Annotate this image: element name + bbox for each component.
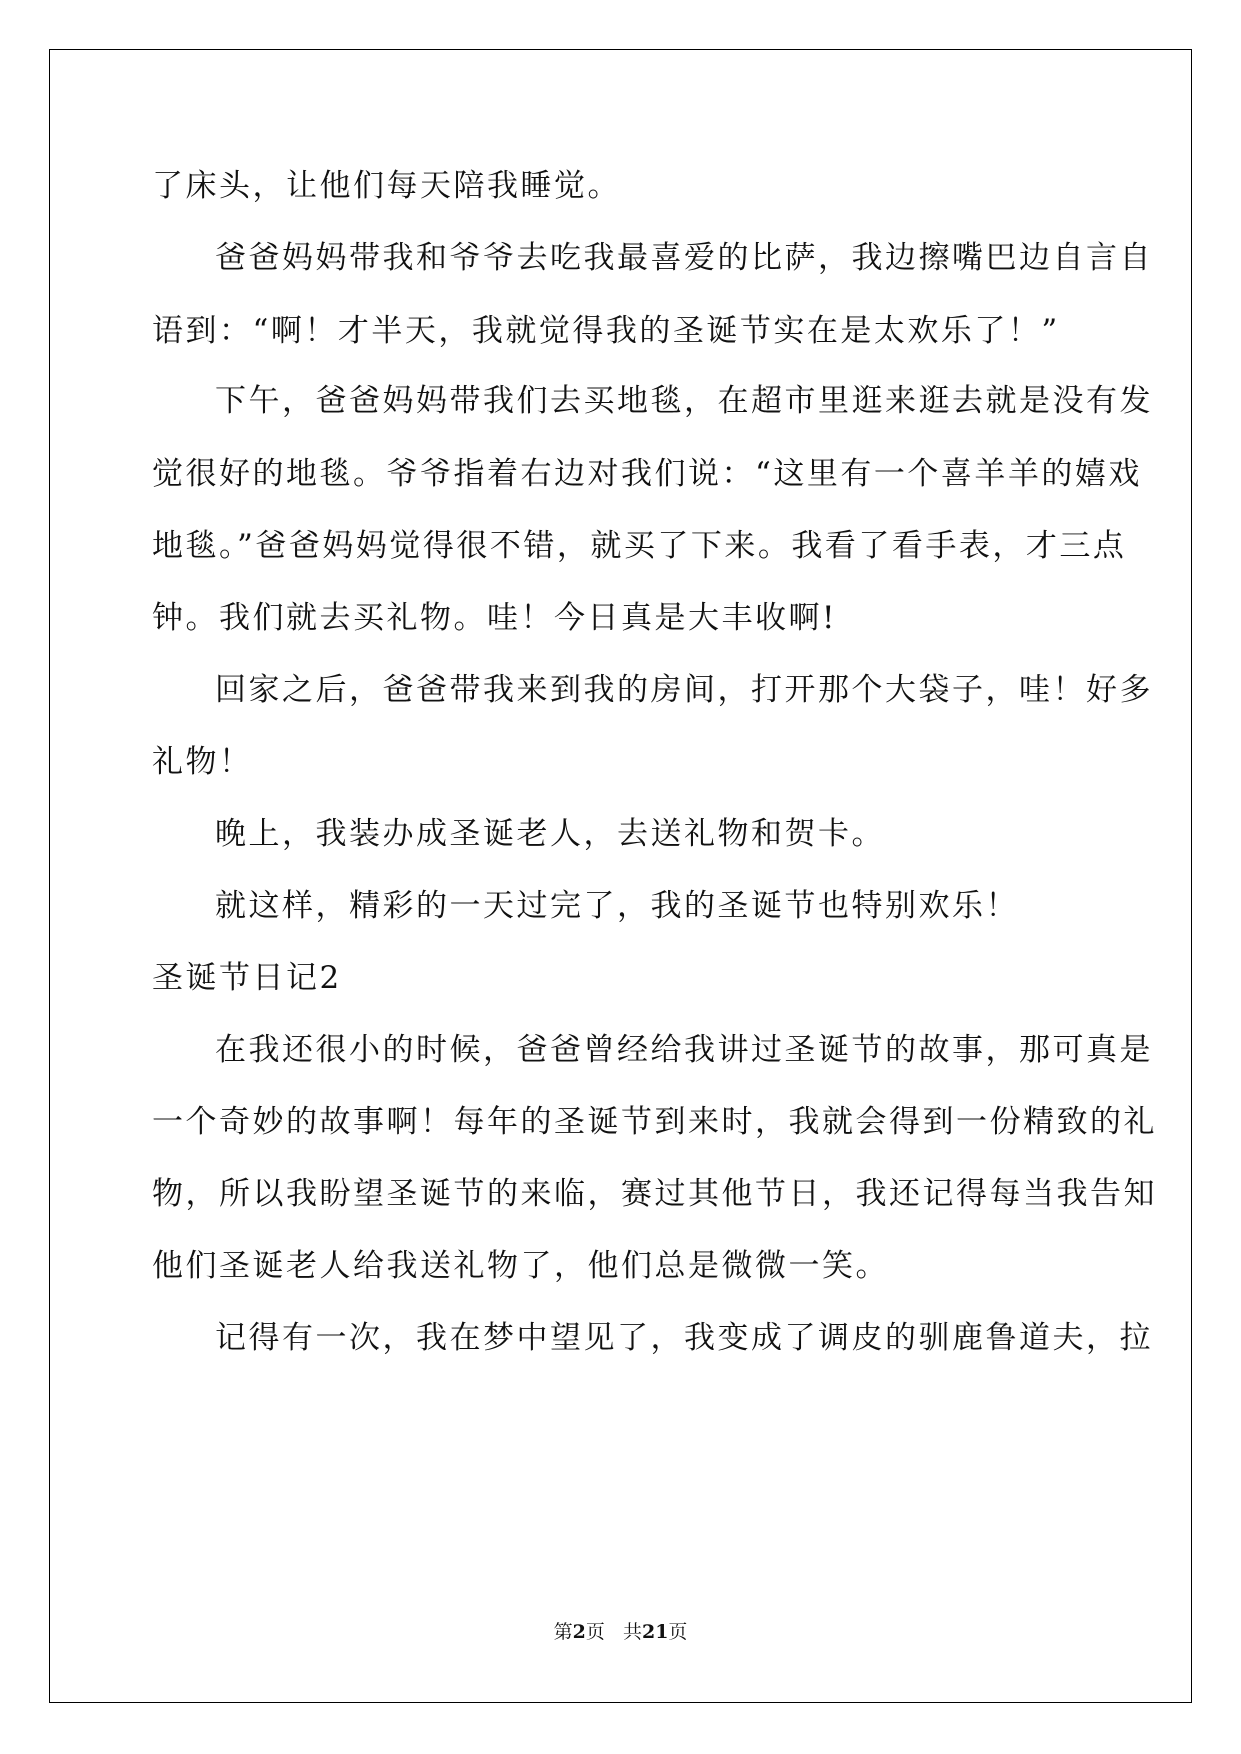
footer-prefix: 第: [553, 1621, 573, 1643]
text-line: 爸爸妈妈带我和爷爷去吃我最喜爱的比萨，我边擦嘴巴边自言自: [215, 240, 1153, 276]
text-line: 在我还很小的时候，爸爸曾经给我讲过圣诞节的故事，那可真是: [215, 1032, 1153, 1068]
text-line: 他们圣诞老人给我送礼物了，他们总是微微一笑。: [152, 1248, 889, 1284]
text-line: 了床头，让他们每天陪我睡觉。: [152, 168, 621, 204]
text-line: 一个奇妙的故事啊！每年的圣诞节到来时，我就会得到一份精致的礼: [152, 1104, 1157, 1140]
page-number: 2: [572, 1621, 586, 1643]
text-line: 就这样，精彩的一天过完了，我的圣诞节也特别欢乐！: [215, 888, 1019, 924]
page-footer: [0, 1617, 1241, 1644]
text-line: 礼物！: [152, 744, 253, 780]
section-heading: 圣诞节日记2: [152, 960, 342, 996]
footer-total-suffix: 页: [668, 1621, 688, 1643]
text-line: 回家之后，爸爸带我来到我的房间，打开那个大袋子，哇！好多: [215, 672, 1153, 708]
text-line: 晚上，我装办成圣诞老人，去送礼物和贺卡。: [215, 816, 885, 852]
total-pages: 21: [641, 1621, 669, 1643]
text-line: 地毯。”爸爸妈妈觉得很不错，就买了下来。我看了看手表，才三点: [152, 528, 1127, 564]
footer-total-prefix: 共: [622, 1621, 642, 1643]
text-line: 钟。我们就去买礼物。哇！今日真是大丰收啊!: [152, 600, 837, 636]
text-line: 觉很好的地毯。爷爷指着右边对我们说：“这里有一个喜羊羊的嬉戏: [152, 456, 1142, 492]
footer-page-suffix: 页: [585, 1621, 605, 1643]
page-border: [49, 49, 1192, 1703]
text-line: 语到：“啊！才半天，我就觉得我的圣诞节实在是太欢乐了！”: [152, 313, 1060, 349]
text-line: 物，所以我盼望圣诞节的来临，赛过其他节日，我还记得每当我告知: [152, 1176, 1157, 1212]
text-line: 下午，爸爸妈妈带我们去买地毯，在超市里逛来逛去就是没有发: [215, 383, 1153, 419]
text-line: 记得有一次，我在梦中望见了，我变成了调皮的驯鹿鲁道夫，拉: [215, 1320, 1153, 1356]
